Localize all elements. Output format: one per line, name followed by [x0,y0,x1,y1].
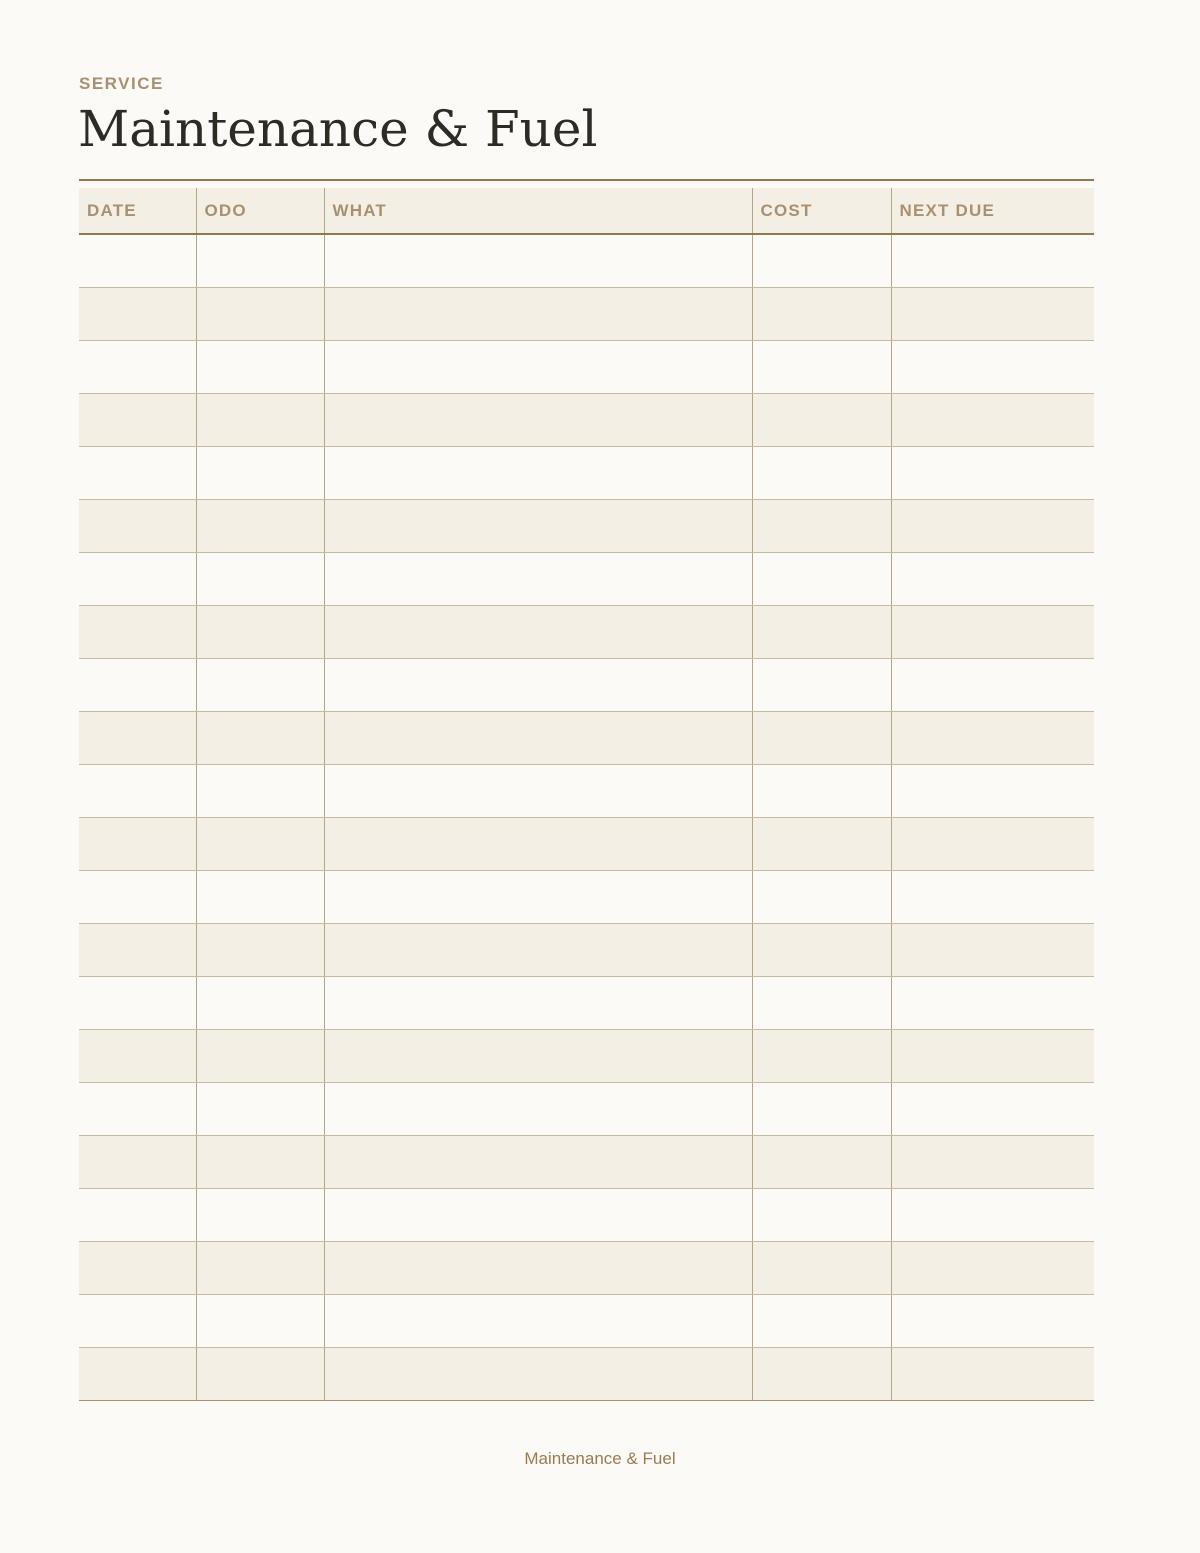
cell-cost[interactable] [752,1294,891,1347]
cell-odo[interactable] [196,393,324,446]
cell-what[interactable] [324,1347,752,1400]
cell-next-due[interactable] [891,764,1094,817]
cell-odo[interactable] [196,870,324,923]
cell-date[interactable] [79,1188,196,1241]
table-row [79,287,1094,340]
cell-odo[interactable] [196,605,324,658]
cell-cost[interactable] [752,393,891,446]
cell-odo[interactable] [196,658,324,711]
cell-date[interactable] [79,446,196,499]
cell-cost[interactable] [752,552,891,605]
cell-next-due[interactable] [891,552,1094,605]
cell-cost[interactable] [752,1135,891,1188]
title-divider [79,179,1094,181]
cell-next-due[interactable] [891,923,1094,976]
table-row [79,764,1094,817]
section-eyebrow: SERVICE [79,74,164,93]
cell-what[interactable] [324,605,752,658]
table-row [79,234,1094,287]
table-row [79,340,1094,393]
table-row [79,1082,1094,1135]
table-row [79,1029,1094,1082]
cell-what[interactable] [324,1188,752,1241]
cell-next-due[interactable] [891,287,1094,340]
cell-what[interactable] [324,552,752,605]
cell-date[interactable] [79,923,196,976]
cell-odo[interactable] [196,976,324,1029]
table-row [79,605,1094,658]
cell-next-due[interactable] [891,870,1094,923]
cell-date[interactable] [79,1135,196,1188]
cell-what[interactable] [324,817,752,870]
table-row [79,446,1094,499]
table-row [79,393,1094,446]
cell-cost[interactable] [752,1347,891,1400]
cell-cost[interactable] [752,1082,891,1135]
cell-what[interactable] [324,976,752,1029]
cell-cost[interactable] [752,234,891,287]
cell-cost[interactable] [752,340,891,393]
table-row [79,1135,1094,1188]
cell-next-due[interactable] [891,1188,1094,1241]
cell-odo[interactable] [196,1188,324,1241]
cell-next-due[interactable] [891,1082,1094,1135]
table-row [79,711,1094,764]
cell-what[interactable] [324,446,752,499]
cell-cost[interactable] [752,1241,891,1294]
cell-date[interactable] [79,976,196,1029]
cell-next-due[interactable] [891,446,1094,499]
cell-odo[interactable] [196,552,324,605]
column-header-what: WHAT [324,188,752,234]
cell-date[interactable] [79,870,196,923]
header-row [79,188,1094,234]
cell-what[interactable] [324,923,752,976]
cell-date[interactable] [79,234,196,287]
cell-date[interactable] [79,764,196,817]
cell-date[interactable] [79,340,196,393]
cell-date[interactable] [79,1029,196,1082]
table-row [79,1347,1094,1400]
cell-date[interactable] [79,1241,196,1294]
cell-next-due[interactable] [891,340,1094,393]
cell-next-due[interactable] [891,1135,1094,1188]
cell-cost[interactable] [752,817,891,870]
cell-next-due[interactable] [891,658,1094,711]
cell-odo[interactable] [196,711,324,764]
cell-what[interactable] [324,1082,752,1135]
cell-what[interactable] [324,287,752,340]
cell-cost[interactable] [752,923,891,976]
cell-next-due[interactable] [891,1294,1094,1347]
cell-what[interactable] [324,764,752,817]
table-row [79,1188,1094,1241]
cell-date[interactable] [79,1294,196,1347]
column-header-odo: ODO [196,188,324,234]
cell-next-due[interactable] [891,1347,1094,1400]
cell-what[interactable] [324,499,752,552]
cell-what[interactable] [324,711,752,764]
page-title: Maintenance & Fuel [78,100,598,158]
cell-odo[interactable] [196,1241,324,1294]
cell-cost[interactable] [752,711,891,764]
cell-cost[interactable] [752,658,891,711]
cell-next-due[interactable] [891,234,1094,287]
cell-date[interactable] [79,711,196,764]
cell-what[interactable] [324,658,752,711]
cell-what[interactable] [324,1029,752,1082]
table-row [79,923,1094,976]
table-row [79,499,1094,552]
cell-odo[interactable] [196,1294,324,1347]
cell-next-due[interactable] [891,711,1094,764]
cell-date[interactable] [79,1347,196,1400]
cell-odo[interactable] [196,1029,324,1082]
cell-date[interactable] [79,605,196,658]
cell-what[interactable] [324,234,752,287]
cell-cost[interactable] [752,764,891,817]
cell-date[interactable] [79,287,196,340]
column-header-cost: COST [752,188,891,234]
cell-cost[interactable] [752,287,891,340]
cell-cost[interactable] [752,499,891,552]
cell-odo[interactable] [196,923,324,976]
table-header [79,188,1094,234]
maintenance-log-table [79,188,1094,1401]
cell-next-due[interactable] [891,1029,1094,1082]
cell-next-due[interactable] [891,976,1094,1029]
cell-next-due[interactable] [891,393,1094,446]
cell-odo[interactable] [196,287,324,340]
table-row [79,976,1094,1029]
cell-next-due[interactable] [891,817,1094,870]
cell-what[interactable] [324,1241,752,1294]
page-footer: Maintenance & Fuel [524,1449,676,1468]
cell-cost[interactable] [752,446,891,499]
cell-date[interactable] [79,817,196,870]
cell-next-due[interactable] [891,499,1094,552]
cell-odo[interactable] [196,340,324,393]
cell-odo[interactable] [196,446,324,499]
column-header-next-due: NEXT DUE [891,188,1094,234]
column-header-date: DATE [79,188,196,234]
table-row [79,658,1094,711]
table-row [79,870,1094,923]
cell-date[interactable] [79,1082,196,1135]
cell-date[interactable] [79,393,196,446]
cell-what[interactable] [324,340,752,393]
cell-what[interactable] [324,1294,752,1347]
table-row [79,1241,1094,1294]
cell-cost[interactable] [752,1188,891,1241]
cell-what[interactable] [324,393,752,446]
cell-odo[interactable] [196,234,324,287]
cell-date[interactable] [79,552,196,605]
table-row [79,1294,1094,1347]
cell-odo[interactable] [196,817,324,870]
cell-cost[interactable] [752,870,891,923]
cell-what[interactable] [324,1135,752,1188]
cell-odo[interactable] [196,764,324,817]
cell-cost[interactable] [752,605,891,658]
cell-odo[interactable] [196,1082,324,1135]
cell-cost[interactable] [752,1029,891,1082]
cell-odo[interactable] [196,1347,324,1400]
cell-date[interactable] [79,499,196,552]
cell-next-due[interactable] [891,605,1094,658]
cell-date[interactable] [79,658,196,711]
cell-next-due[interactable] [891,1241,1094,1294]
cell-what[interactable] [324,870,752,923]
table-body [79,234,1094,1400]
table-row [79,552,1094,605]
cell-odo[interactable] [196,1135,324,1188]
cell-cost[interactable] [752,976,891,1029]
cell-odo[interactable] [196,499,324,552]
table-row [79,817,1094,870]
